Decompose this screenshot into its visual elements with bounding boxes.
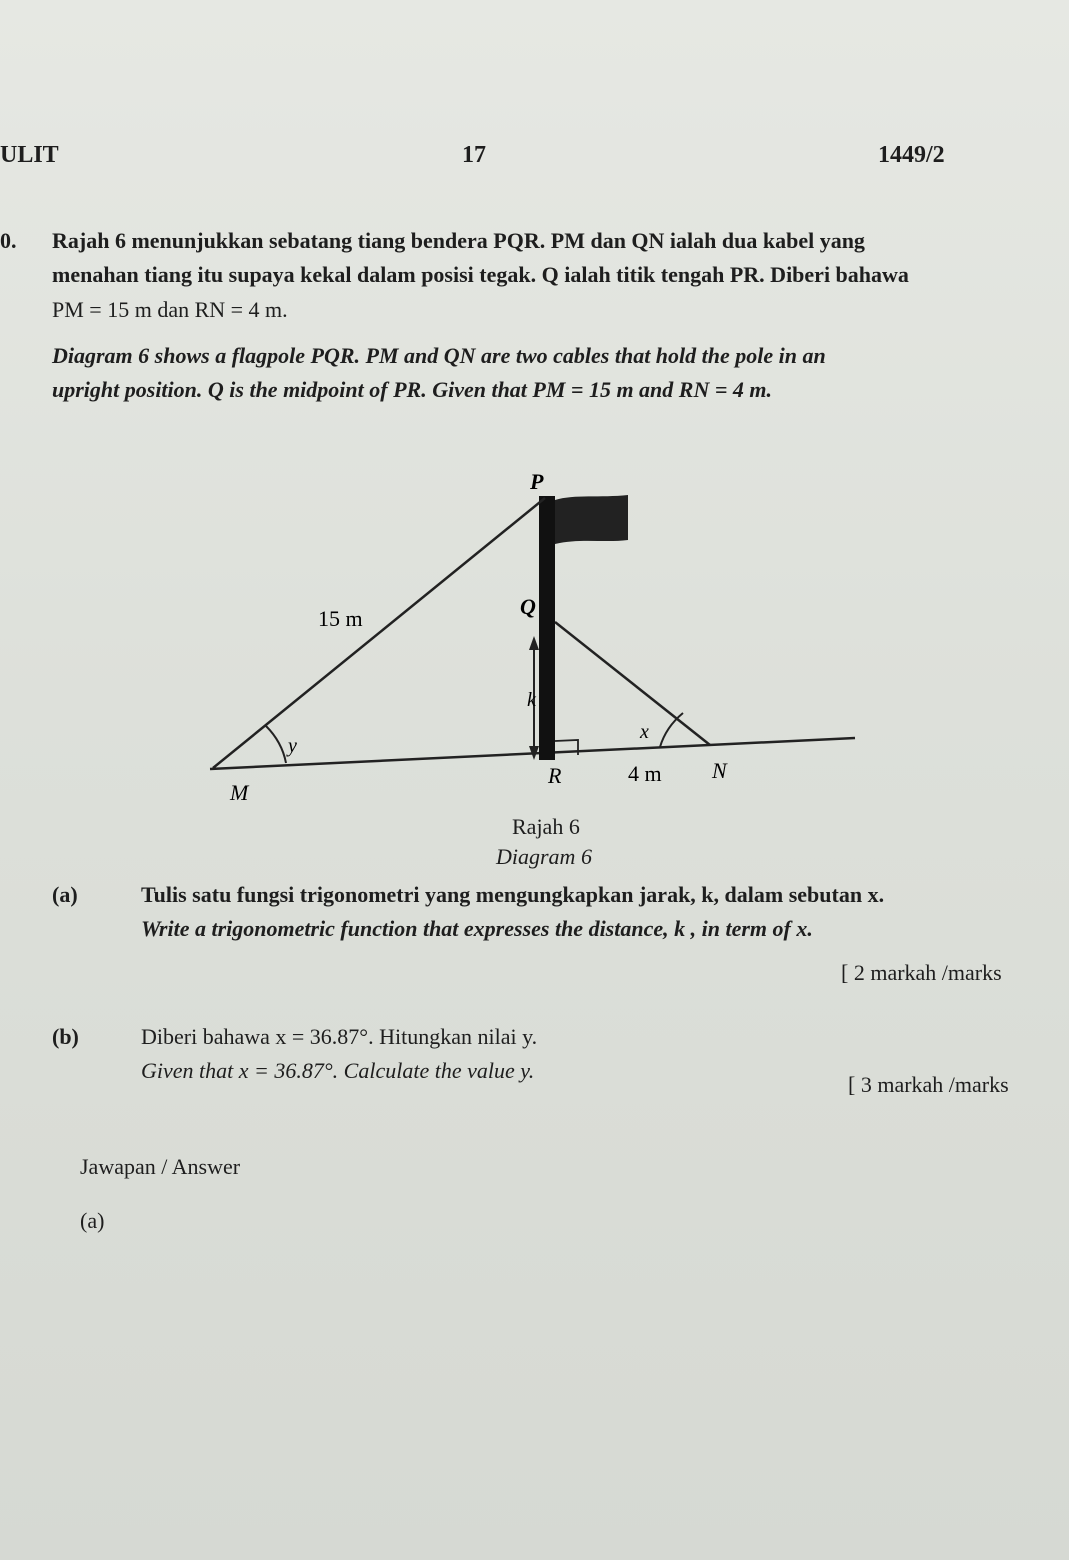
label-x: x [640, 721, 649, 743]
part-a-marks: [ 2 markah /marks [841, 960, 1002, 985]
paper-code: 1449/2 [878, 142, 945, 168]
label-p: P [530, 469, 544, 494]
part-a-english: Write a trigonometric function that expresses the distance, k , in term of x. [141, 916, 813, 941]
caption-malay: Rajah 6 [512, 814, 580, 839]
part-a-label: (a) [52, 882, 78, 907]
part-b-marks: [ 3 markah /marks [848, 1072, 1009, 1097]
part-b-english: Given that x = 36.87°. Calculate the value y. [141, 1058, 535, 1083]
label-y: y [288, 735, 297, 757]
caption-english: Diagram 6 [496, 844, 592, 869]
label-n: N [712, 758, 727, 783]
part-b-malay: Diberi bahawa x = 36.87°. Hitungkan nilai y. [141, 1024, 538, 1049]
question-malay-line-3: PM = 15 m dan RN = 4 m. [52, 297, 288, 322]
question-number: 0. [0, 228, 17, 253]
cable-qn [555, 622, 710, 745]
flagpole [539, 496, 555, 760]
angle-x-arc [660, 713, 683, 747]
answer-part-a-label: (a) [80, 1208, 105, 1233]
label-q: Q [520, 594, 536, 619]
header-ulit: ULIT [0, 142, 59, 168]
cable-pm [213, 498, 545, 768]
answer-heading: Jawapan / Answer [80, 1154, 241, 1179]
part-a-malay: Tulis satu fungsi trigonometri yang mengungkapkan jarak, k, dalam sebutan x. [141, 882, 885, 907]
page-number: 17 [462, 142, 486, 168]
question-english-line-2: upright position. Q is the midpoint of PR. Given that PM = 15 m and RN = 4 m. [52, 377, 773, 402]
label-rn-length: 4 m [628, 761, 662, 786]
label-m: M [230, 780, 249, 805]
question-malay-line-2: menahan tiang itu supaya kekal dalam posisi tegak. Q ialah titik tengah PR. Diberi bahawa [52, 262, 909, 287]
angle-y-arc [266, 726, 286, 763]
k-arrow-head-top [529, 636, 539, 650]
label-pm-length: 15 m [318, 606, 363, 631]
question-malay-line-1: Rajah 6 menunjukkan sebatang tiang bendera PQR. PM dan QN ialah dua kabel yang [52, 228, 865, 253]
flag [555, 495, 628, 544]
part-b-label: (b) [52, 1024, 79, 1049]
question-english-line-1: Diagram 6 shows a flagpole PQR. PM and QN are two cables that hold the pole in an [52, 343, 826, 368]
label-k: k [527, 689, 536, 711]
label-r: R [548, 763, 562, 788]
